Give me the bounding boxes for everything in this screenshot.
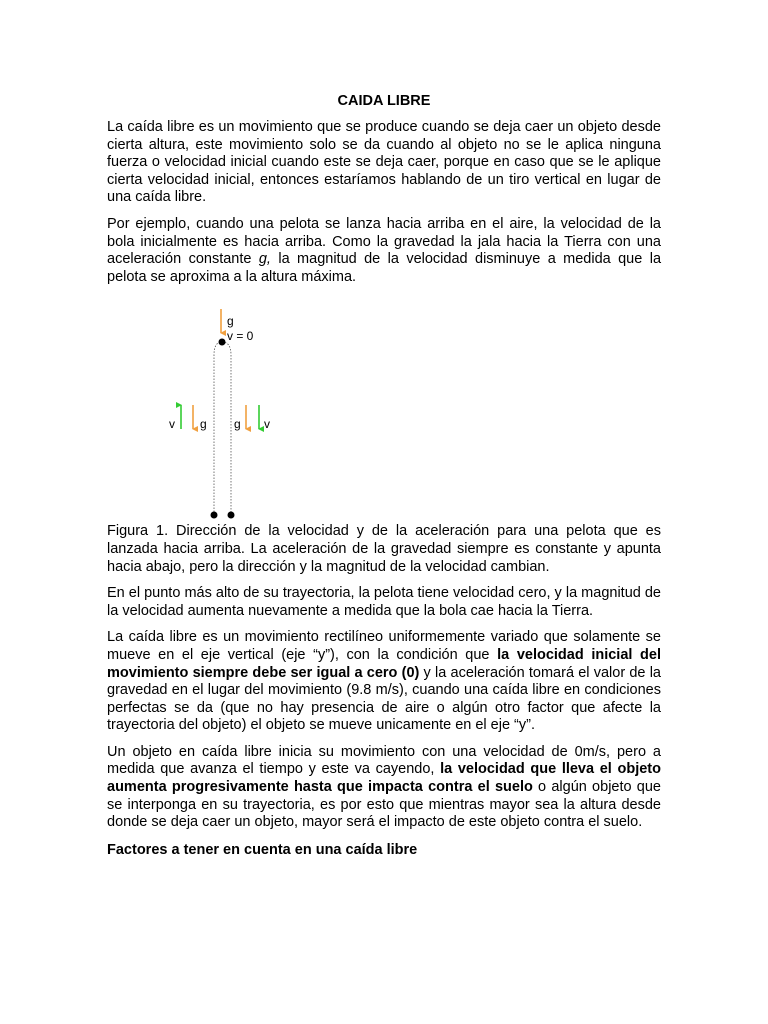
paragraph-example bbox=[107, 216, 661, 286]
paragraph-velocity-text-a: Un objeto en caída libre inicia su movimiento con una velocidad de 0m/s, pero a medida que avanza el tiempo y este va cayendo, bbox=[107, 743, 661, 778]
ball-bottom-left bbox=[211, 512, 218, 519]
paragraph-velocity-increase bbox=[107, 744, 661, 832]
paragraph-velocity-bold: la velocidad que lleva el objeto aumenta progresivamente hasta que impacta contra el suelo bbox=[107, 761, 661, 796]
paragraph-definition: La caída libre es un movimiento que se produce cuando se deja caer un objeto desde cierta altura, este movimiento solo se da cuando al objeto no se le aplica ninguna fuerza o velocidad inicial cuando este se deja caer, porque en caso que se le aplique cierta velocidad inicial, entonces estaríamos hablando de un tiro vertical en lugar de una caída libre. bbox=[107, 119, 661, 206]
document-page bbox=[107, 92, 661, 859]
paragraph-velocity-text-b: o algún objeto que se interponga en su trayectoria, es por esto que mientras mayor sea la altura desde donde se deja caer un objeto, mayor será el impacto de este objeto contra el suelo. bbox=[107, 779, 661, 831]
trajectory-diagram bbox=[107, 295, 661, 523]
trajectory-path bbox=[214, 342, 231, 515]
paragraph-mruv-text-b: y la aceleración tomará el valor de la gravedad en el lugar del movimiento (9.8 m/s), cuando una caída libre en condiciones perfectas se da (que no hay presencia de aire o algún otro factor que afecte la trayectoria del objeto) el objeto se mueve unicamente en el eje “y”. bbox=[107, 664, 661, 734]
ball-bottom-right bbox=[228, 512, 235, 519]
label-v-zero: v = 0 bbox=[227, 329, 254, 344]
paragraph-mruv-bold: la velocidad inicial del movimiento siempre debe ser igual a cero (0) bbox=[107, 646, 661, 681]
label-g-top: g bbox=[227, 314, 234, 329]
section-heading-factors: Factores a tener en cuenta en una caída libre bbox=[107, 841, 418, 858]
paragraph-example-italic: g, bbox=[258, 251, 271, 268]
paragraph-example-text-b: la magnitud de la velocidad disminuye a medida que la pelota se aproxima a la altura máxima. bbox=[107, 251, 662, 285]
label-g-right: g bbox=[234, 417, 241, 432]
paragraph-mruv-text-a: La caída libre es un movimiento rectilíneo uniformemente variado que solamente se mueve en el eje vertical (eje “y”), con la condición que bbox=[107, 629, 661, 663]
ball-apex bbox=[219, 339, 226, 346]
label-g-left: g bbox=[200, 417, 207, 432]
figure-ball-trajectory bbox=[107, 295, 661, 523]
paragraph-highest-point: En el punto más alto de su trayectoria, la pelota tiene velocidad cero, y la magnitud de la velocidad aumenta nuevamente a medida que la bola cae hacia la Tierra. bbox=[107, 585, 661, 619]
label-v-right: v bbox=[264, 417, 270, 432]
figure-caption: Figura 1. Dirección de la velocidad y de la aceleración para una pelota que es lanzada hacia arriba. La aceleración de la gravedad siempre es constante y apunta hacia abajo, pero la dirección y la magnitud de la velocidad cambian. bbox=[107, 523, 661, 575]
paragraph-mruv bbox=[107, 629, 661, 735]
document-title: CAIDA LIBRE bbox=[337, 93, 431, 109]
label-v-left: v bbox=[169, 417, 175, 432]
paragraph-example-text-a: Por ejemplo, cuando una pelota se lanza hacia arriba en el aire, la velocidad de la bola inicialmente es hacia arriba. Como la gravedad la jala hacia la Tierra con una aceleración constante bbox=[107, 215, 661, 268]
